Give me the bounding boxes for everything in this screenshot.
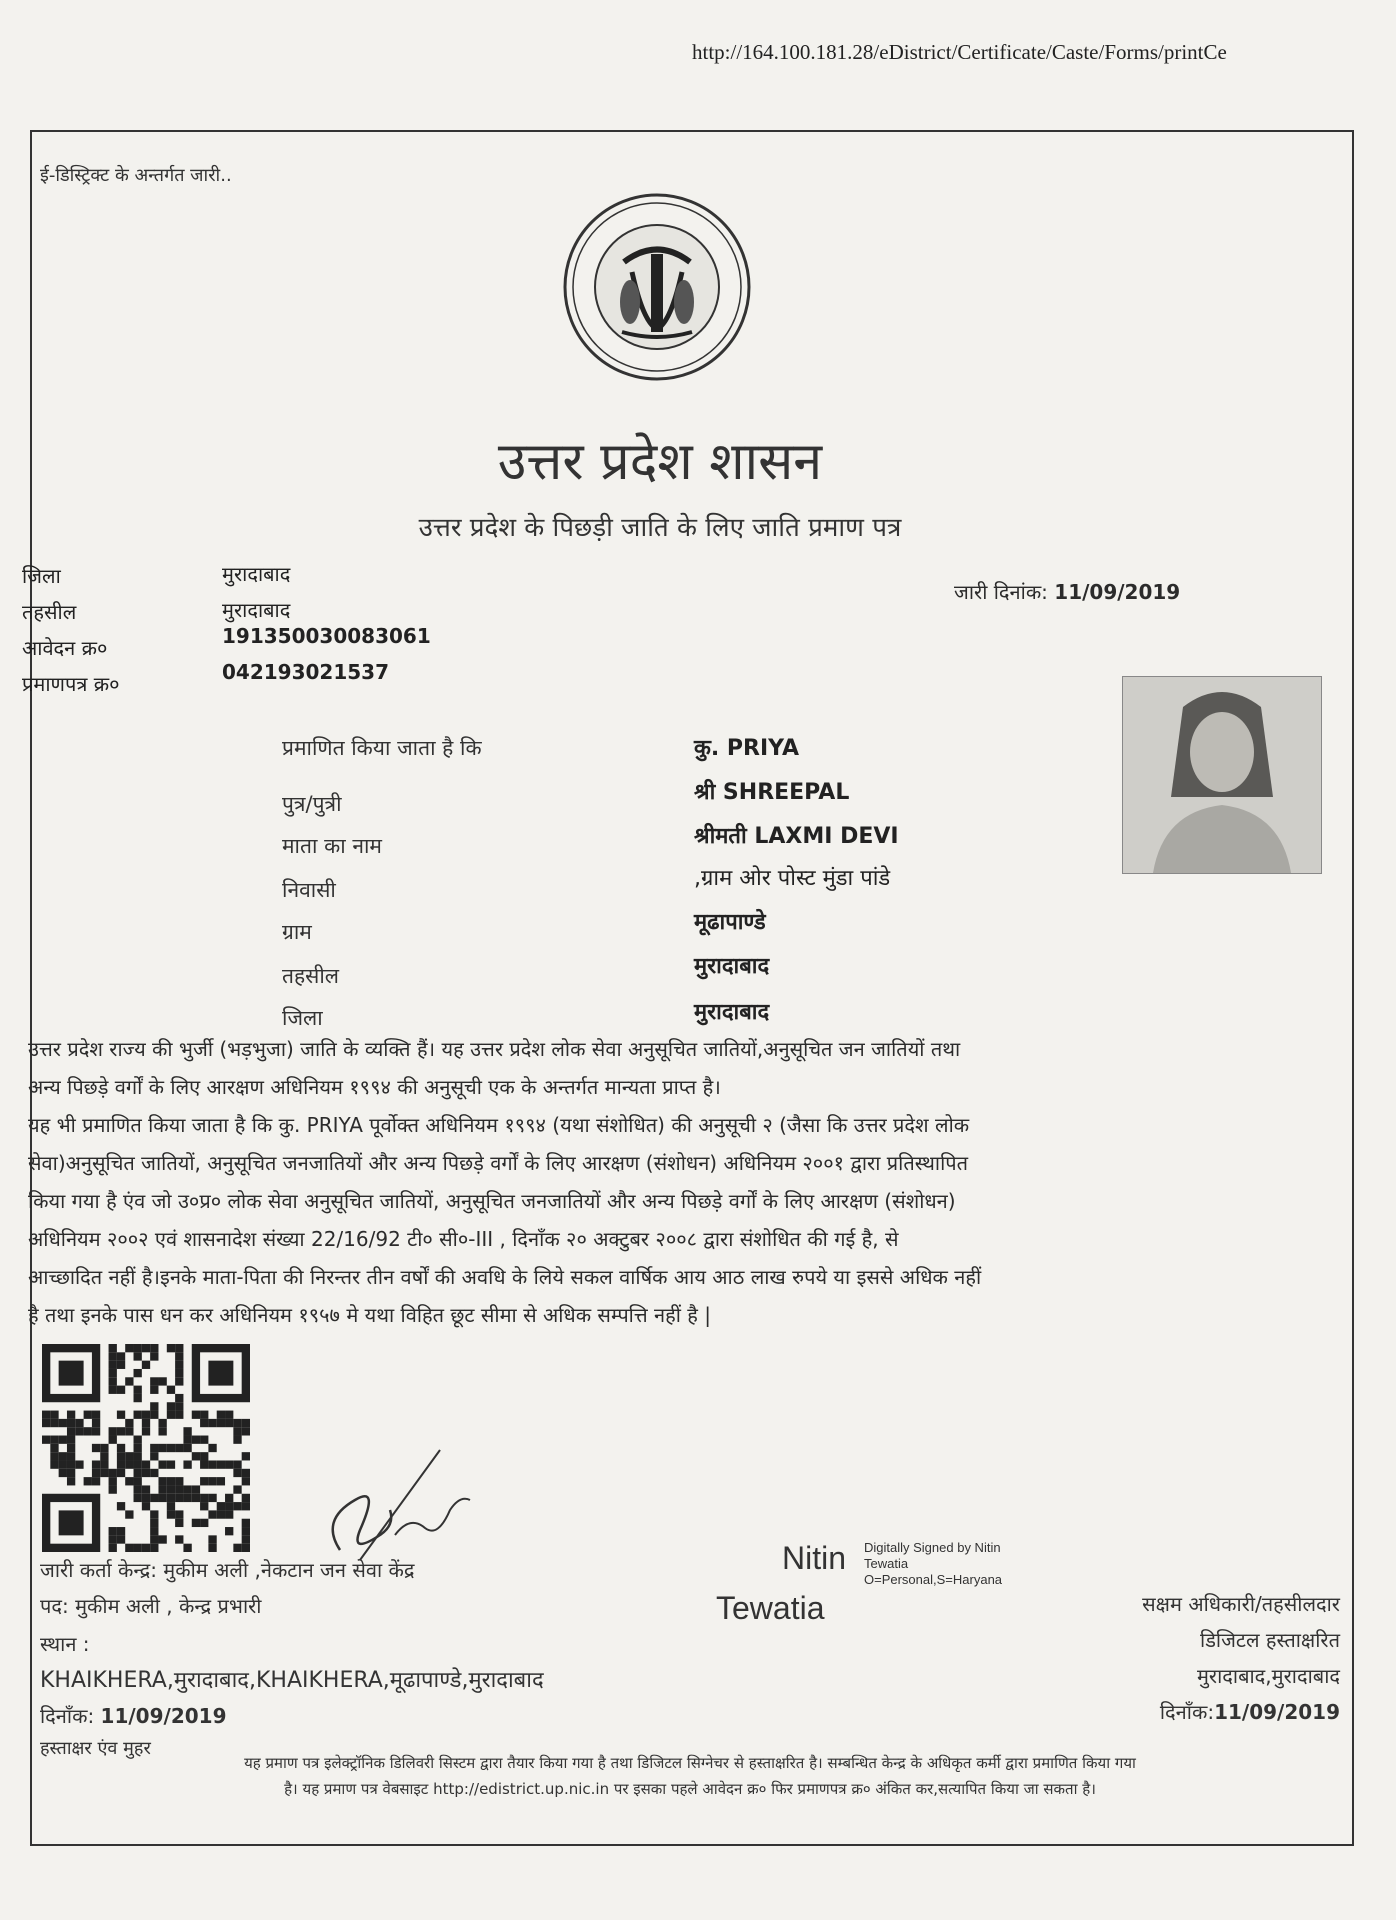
certificate-title: उत्तर प्रदेश के पिछड़ी जाति के लिए जाति प्रमाण पत्र: [418, 513, 902, 543]
paragraph-line: सेवा)अनुसूचित जातियों, अनुसूचित जनजातियों और अन्य पिछड़े वर्गों के लिए आरक्षण (संशोधन) अधिनियम २००१ द्वारा प्रतिस्थापित: [28, 1151, 969, 1175]
paragraph-line: अधिनियम २००२ एवं शासनादेश संख्या 22/16/92 टी० सी०-III , दिनाँक २० अक्टुबर २००८ द्वारा संशोधित की गई है, से: [28, 1227, 899, 1251]
qr-code: [42, 1344, 250, 1552]
issued-under-label: ई-डिस्ट्रिक्ट के अन्तर्गत जारी..: [40, 165, 232, 186]
record-label-district: जिला: [282, 1006, 323, 1030]
authority-date-value: 11/09/2019: [1214, 1700, 1340, 1724]
issuer-place-label: स्थान :: [40, 1632, 90, 1656]
meta-value-district: मुरादाबाद: [222, 562, 291, 586]
digital-signature-line: Digitally Signed by Nitin: [864, 1540, 1001, 1555]
meta-value-application-no: 191350030083061: [222, 624, 431, 648]
certificate-footer: [40, 1750, 1340, 1802]
record-label-village: ग्राम: [282, 920, 312, 944]
meta-label-application-no: आवेदन क्र०: [22, 636, 108, 660]
issuer-seal-label: हस्ताक्षर एंव मुहर: [40, 1738, 151, 1759]
paragraph-line: है तथा इनके पास धन कर अधिनियम १९५७ मे यथा विहित छूट सीमा से अधिक सम्पत्ति नहीं है |: [28, 1303, 712, 1327]
up-government-emblem: [562, 192, 752, 382]
meta-label-certificate-no: प्रमाणपत्र क्र०: [22, 672, 120, 696]
certificate-paragraph: [28, 1030, 1318, 1334]
footer-line: यह प्रमाण पत्र इलेक्ट्रॉनिक डिलिवरी सिस्टम द्वारा तैयार किया गया है तथा डिजिटल सिग्नेचर से हस्ताक्षरित है। सम्बन्धित केन्द्र के अधिकृत कर्मी द्वारा प्रमाणित किया गया: [244, 1754, 1136, 1772]
certificate-frame: [30, 130, 1354, 1846]
page-url: http://164.100.181.28/eDistrict/Certificate/Caste/Forms/printCe: [692, 40, 1227, 64]
digital-signature-details: [864, 1540, 1054, 1588]
digital-signature-line: Tewatia: [864, 1556, 909, 1571]
record-value-name: कु. PRIYA: [694, 736, 800, 761]
paragraph-line: आच्छादित नहीं है।इनके माता-पिता की निरन्तर तीन वर्षों की अवधि के लिये सकल वार्षिक आय आठ लाख रुपये या इससे अधिक नहीं: [28, 1265, 982, 1289]
issue-date-value: 11/09/2019: [1054, 580, 1181, 604]
record-value-father: श्री SHREEPAL: [694, 780, 850, 805]
issue-date-label: जारी दिनांक:: [954, 580, 1048, 604]
record-label-resident: निवासी: [282, 878, 336, 902]
issuer-date-row: [40, 1702, 226, 1729]
record-value-village: मूढापाण्डे: [694, 910, 766, 935]
issuer-center: जारी कर्ता केन्द्र: मुकीम अली ,नेकटान जन सेवा केंद्र: [40, 1558, 415, 1582]
authority-title: सक्षम अधिकारी/तहसीलदार: [1142, 1592, 1340, 1616]
applicant-photo: [1122, 676, 1322, 874]
record-value-district: मुरादाबाद: [694, 1000, 770, 1025]
footer-line: है। यह प्रमाण पत्र वेबसाइट http://edistrict.up.nic.in पर इसका पहले आवेदन क्र० फिर प्रमाणपत्र क्र० अंकित कर,सत्यापित किया जा सकता है।: [284, 1780, 1096, 1798]
authority-location: मुरादाबाद,मुरादाबाद: [1196, 1664, 1340, 1688]
issuer-date-value: 11/09/2019: [100, 1704, 227, 1728]
record-label-certified-that: प्रमाणित किया जाता है कि: [282, 736, 482, 760]
record-value-resident: ,ग्राम ओर पोस्ट मुंडा पांडे: [694, 866, 891, 891]
paragraph-line: अन्य पिछड़े वर्गों के लिए आरक्षण अधिनियम १९९४ की अनुसूची एक के अन्तर्गत मान्यता प्राप्त है।: [28, 1075, 721, 1099]
authority-date-label: दिनाँक:: [1159, 1700, 1215, 1724]
meta-label-tehsil: तहसील: [22, 600, 77, 624]
authority-sign-type: डिजिटल हस्ताक्षरित: [1200, 1628, 1340, 1652]
issuer-place: KHAIKHERA,मुरादाबाद,KHAIKHERA,मूढापाण्डे,मुरादाबाद: [40, 1668, 544, 1693]
record-label-mother: माता का नाम: [282, 834, 382, 858]
digital-signer-surname: Tewatia: [716, 1590, 825, 1626]
paragraph-line: किया गया है एंव जो उ०प्र० लोक सेवा अनुसूचित जातियों, अनुसूचित जनजातियों और अन्य पिछड़े वर्गों के लिए आरक्षण (संशोधन): [28, 1189, 956, 1213]
record-label-tehsil: तहसील: [282, 964, 339, 988]
issuer-post: पद: मुकीम अली , केन्द्र प्रभारी: [40, 1594, 262, 1618]
authority-date-row: [1040, 1698, 1340, 1725]
digital-signature-line: O=Personal,S=Haryana: [864, 1572, 1003, 1587]
record-label-son-daughter: पुत्र/पुत्री: [282, 792, 342, 816]
meta-label-district: जिला: [22, 564, 61, 588]
record-value-tehsil: मुरादाबाद: [694, 954, 770, 979]
meta-value-certificate-no: 042193021537: [222, 660, 389, 684]
government-title: उत्तर प्रदेश शासन: [497, 432, 823, 492]
issuer-date-label: दिनाँक:: [40, 1704, 95, 1728]
digital-signer-name: Nitin: [782, 1540, 847, 1576]
paragraph-line: उत्तर प्रदेश राज्य की भुर्जी (भड़भुजा) जाति के व्यक्ति हैं। यह उत्तर प्रदेश लोक सेवा अनुसूचित जातियों,अनुसूचित जन जातियों तथा: [28, 1037, 961, 1061]
issue-date-row: [954, 578, 1180, 605]
meta-value-tehsil: मुरादाबाद: [222, 598, 291, 622]
record-value-mother: श्रीमती LAXMI DEVI: [694, 824, 899, 849]
paragraph-line: यह भी प्रमाणित किया जाता है कि कु. PRIYA पूर्वोक्त अधिनियम १९९४ (यथा संशोधित) की अनुसूची २ (जैसा कि उत्तर प्रदेश लोक: [28, 1113, 970, 1137]
handwritten-signature: [300, 1440, 490, 1570]
